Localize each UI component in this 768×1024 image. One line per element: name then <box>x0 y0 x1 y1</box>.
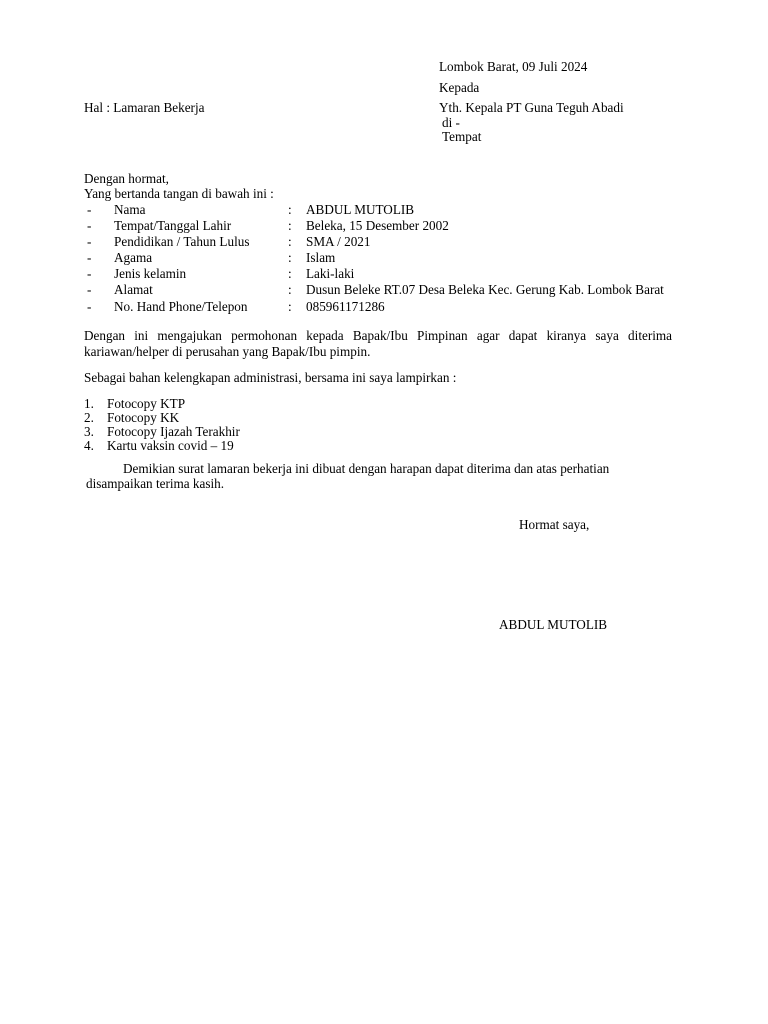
field-label: Nama <box>114 202 146 217</box>
field-value: Beleka, 15 Desember 2002 <box>306 218 449 233</box>
regards: Hormat saya, <box>519 517 590 532</box>
field-value: Dusun Beleke RT.07 Desa Beleka Kec. Gerung Kab. Lombok Barat <box>306 282 664 297</box>
attachment-text: Fotocopy KK <box>107 410 180 425</box>
closing-line-1: Demikian surat lamaran bekerja ini dibuat dengan harapan dapat diterima dan atas perhatian <box>123 461 610 476</box>
field-row <box>0 235 768 251</box>
letter-subject: Hal : Lamaran Bekerja <box>84 100 205 115</box>
closing-line-2: disampaikan terima kasih. <box>86 476 225 491</box>
attachment-text: Fotocopy Ijazah Terakhir <box>107 424 240 439</box>
field-separator: : <box>288 266 292 281</box>
request-paragraph: Dengan ini mengajukan permohonan kepada Bapak/Ibu Pimpinan agar dapat kiranya saya diterima kariawan/helper di perusahan yang Bapak/Ibu pimpin. <box>84 328 672 359</box>
recipient-to-label: Kepada <box>439 80 480 95</box>
field-bullet: - <box>87 299 92 314</box>
field-row <box>0 251 768 267</box>
field-label: Jenis kelamin <box>114 266 187 281</box>
field-separator: : <box>288 234 292 249</box>
greeting: Dengan hormat, <box>84 171 169 186</box>
field-value: Islam <box>306 250 336 265</box>
attachment-text: Kartu vaksin covid – 19 <box>107 438 234 453</box>
field-label: Agama <box>114 250 153 265</box>
field-separator: : <box>288 299 292 314</box>
field-label: Tempat/Tanggal Lahir <box>114 218 232 233</box>
field-value: SMA / 2021 <box>306 234 371 249</box>
field-label: Pendidikan / Tahun Lulus <box>114 234 250 249</box>
recipient-name: Yth. Kepala PT Guna Teguh Abadi <box>439 100 624 115</box>
field-value: Laki-laki <box>306 266 355 281</box>
field-label: Alamat <box>114 282 153 297</box>
field-bullet: - <box>87 202 92 217</box>
attachment-number: 1. <box>84 396 94 411</box>
field-bullet: - <box>87 218 92 233</box>
field-bullet: - <box>87 282 92 297</box>
field-row <box>0 219 768 235</box>
field-bullet: - <box>87 250 92 265</box>
letter-date: Lombok Barat, 09 Juli 2024 <box>439 59 588 74</box>
field-value: ABDUL MUTOLIB <box>306 202 415 217</box>
field-separator: : <box>288 218 292 233</box>
field-row <box>0 267 768 283</box>
intro-line: Yang bertanda tangan di bawah ini : <box>84 186 274 201</box>
attachment-text: Fotocopy KTP <box>107 396 186 411</box>
field-row <box>0 203 768 219</box>
field-separator: : <box>288 282 292 297</box>
attachment-number: 4. <box>84 438 94 453</box>
attachment-number: 2. <box>84 410 94 425</box>
recipient-place: Tempat <box>442 129 482 144</box>
attachment-item <box>0 425 768 439</box>
attachment-item <box>0 411 768 425</box>
attachment-item <box>0 439 768 453</box>
field-separator: : <box>288 250 292 265</box>
attachment-item <box>0 397 768 411</box>
field-row <box>0 300 768 316</box>
field-bullet: - <box>87 234 92 249</box>
field-value: 085961171286 <box>306 299 385 314</box>
field-row <box>0 283 768 299</box>
attachments-intro: Sebagai bahan kelengkapan administrasi, bersama ini saya lampirkan : <box>84 370 457 385</box>
attachment-number: 3. <box>84 424 94 439</box>
field-label: No. Hand Phone/Telepon <box>114 299 248 314</box>
signatory-name: ABDUL MUTOLIB <box>499 617 608 632</box>
field-bullet: - <box>87 266 92 281</box>
field-separator: : <box>288 202 292 217</box>
recipient-di: di - <box>442 115 460 130</box>
